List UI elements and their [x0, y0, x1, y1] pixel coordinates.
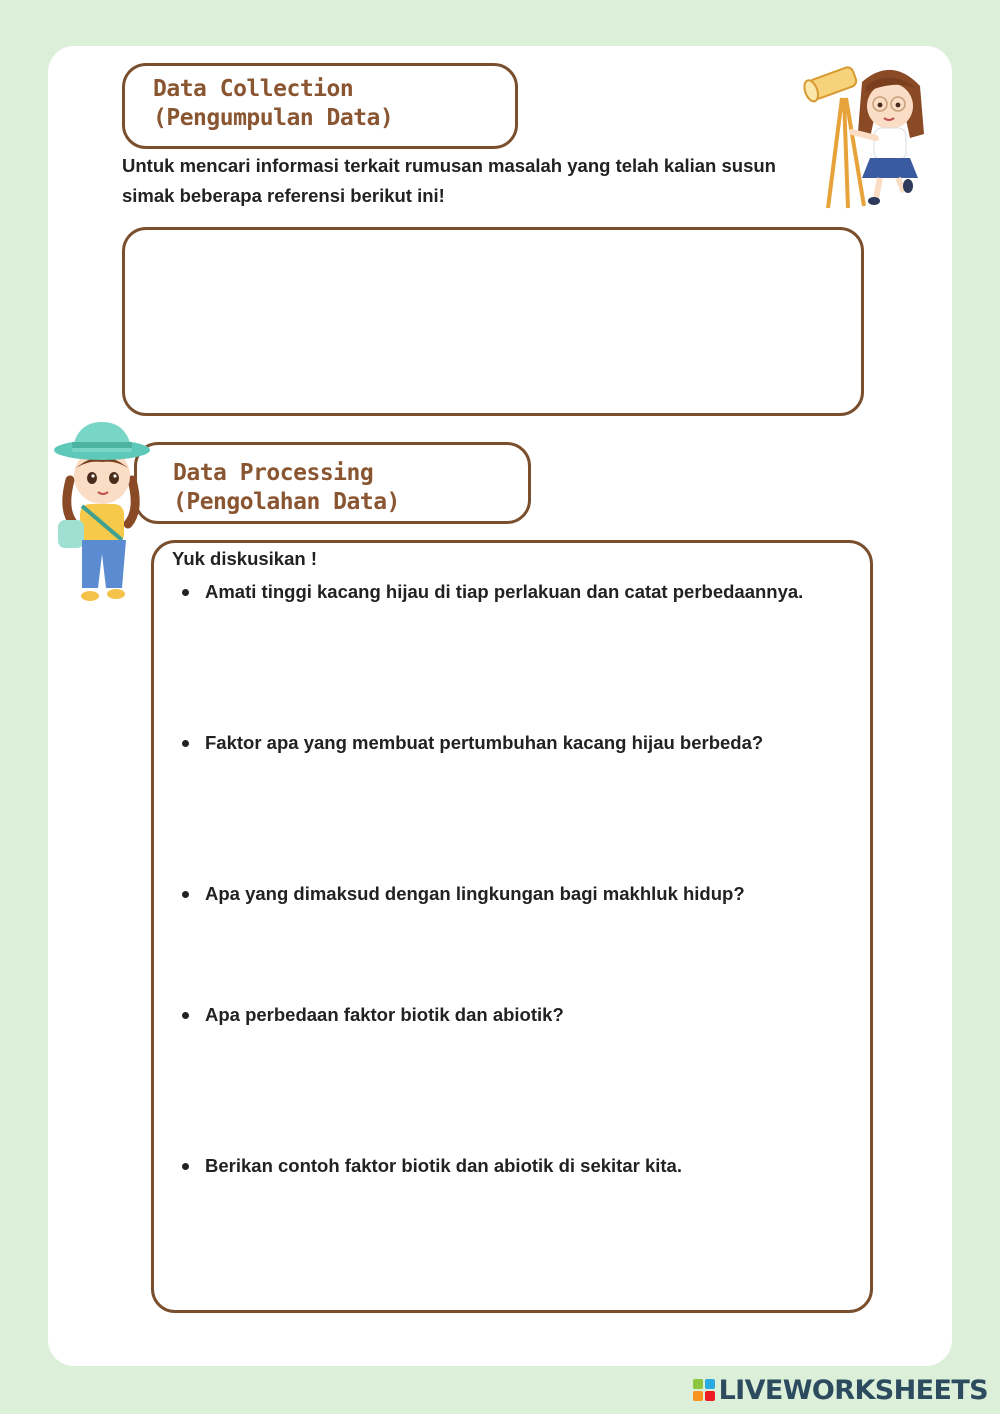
question-4: Apa perbedaan faktor biotik dan abiotik?: [205, 1000, 805, 1030]
reference-answer-box[interactable]: [122, 227, 864, 416]
data-collection-title-line2: (Pengumpulan Data): [153, 105, 394, 131]
data-processing-title-line1: Data Processing: [173, 460, 374, 486]
question-1: Amati tinggi kacang hijau di tiap perlakuan dan catat perbedaannya.: [205, 577, 805, 607]
data-processing-title-line2: (Pengolahan Data): [173, 489, 400, 515]
data-collection-intro: Untuk mencari informasi terkait rumusan masalah yang telah kalian susun simak beberapa referensi berikut ini!: [122, 155, 776, 206]
data-collection-title: [122, 63, 518, 149]
discussion-heading: Yuk diskusikan !: [172, 548, 317, 569]
data-collection-title-line1: Data Collection: [153, 76, 354, 102]
liveworksheets-watermark: [693, 1372, 988, 1408]
watermark-text: LIVEWORKSHEETS: [718, 1374, 988, 1406]
question-3: Apa yang dimaksud dengan lingkungan bagi makhluk hidup?: [205, 879, 805, 909]
girl-explorer-illustration: [52, 420, 154, 604]
question-2: Faktor apa yang membuat pertumbuhan kacang hijau berbeda?: [205, 728, 805, 758]
discussion-answer-box[interactable]: [151, 540, 873, 1313]
girl-telescope-illustration: [800, 58, 930, 214]
liveworksheets-logo-icon: [693, 1379, 715, 1401]
question-5: Berikan contoh faktor biotik dan abiotik di sekitar kita.: [205, 1151, 805, 1181]
data-processing-title: [134, 442, 531, 524]
